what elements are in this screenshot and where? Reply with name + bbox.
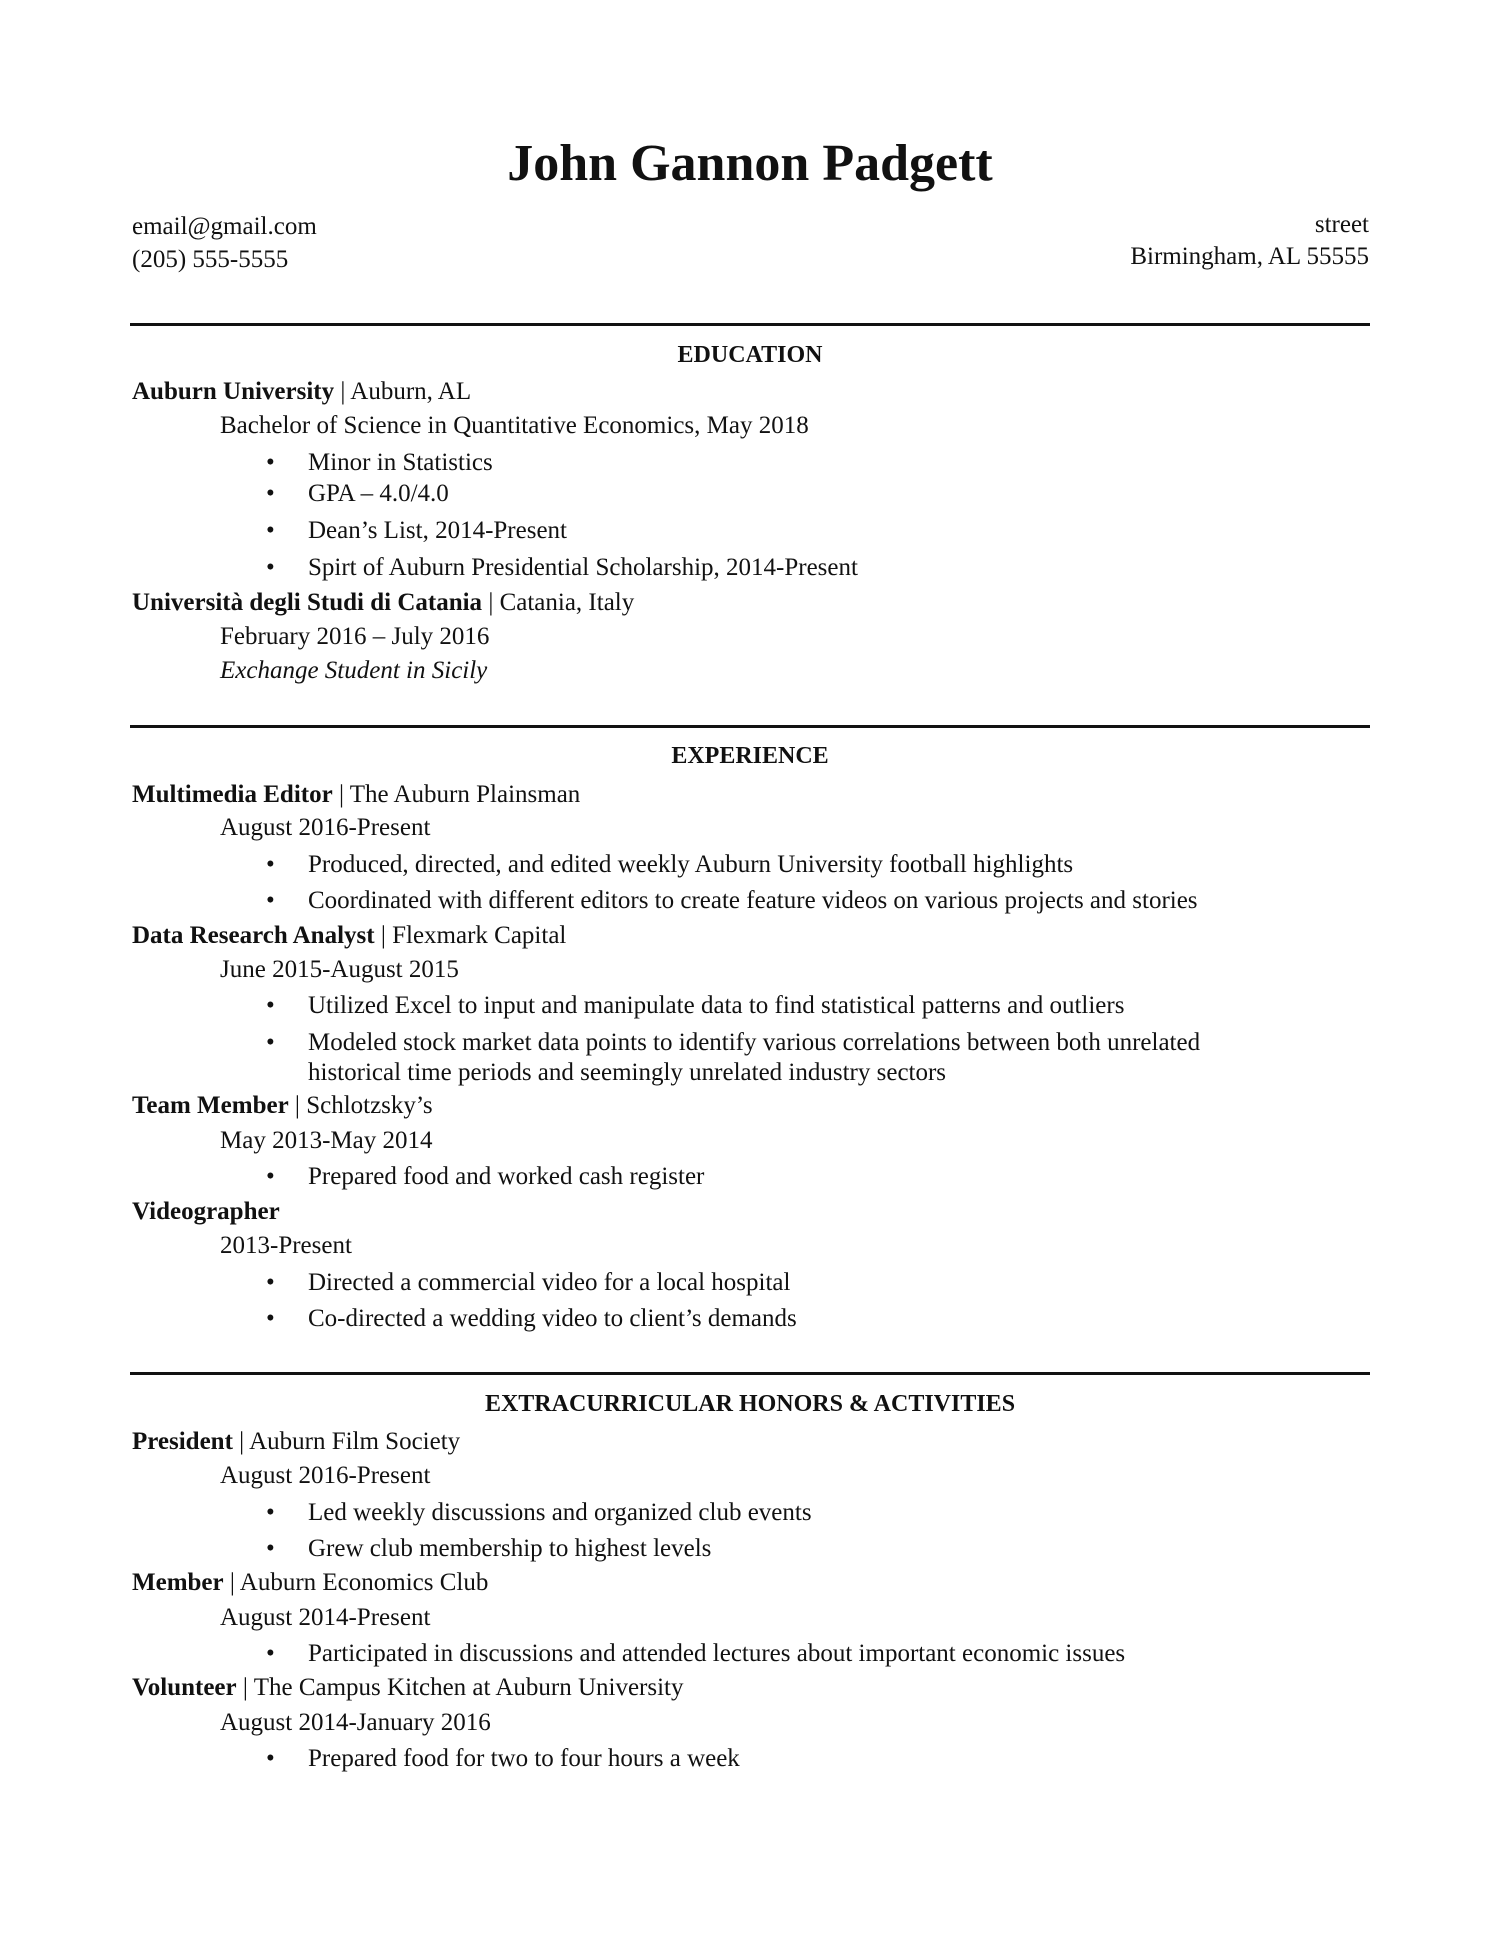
bullet-item: Produced, directed, and edited weekly Auburn University football highlights <box>308 851 1074 878</box>
separator: | <box>338 781 344 808</box>
bullet-item: Prepared food and worked cash register <box>308 1163 705 1190</box>
dates: August 2016-Present <box>220 814 431 841</box>
dates: August 2014-Present <box>220 1604 431 1631</box>
dates: August 2016-Present <box>220 1462 431 1489</box>
job-org: The Auburn Plainsman <box>349 781 581 808</box>
bullet-item: Utilized Excel to input and manipulate data to find statistical patterns and outliers <box>308 992 1125 1019</box>
job-org: Schlotzsky’s <box>306 1092 433 1119</box>
bullet-icon: • <box>266 554 275 581</box>
job-title: Team Member <box>132 1092 289 1119</box>
job-title: Videographer <box>132 1198 280 1225</box>
separator: | <box>242 1674 248 1701</box>
school-location: Auburn, AL <box>350 378 472 405</box>
separator: | <box>380 922 386 949</box>
bullet-icon: • <box>266 887 275 914</box>
phone: (205) 555-5555 <box>132 246 289 273</box>
bullet-icon: • <box>266 1029 275 1056</box>
activity-title-line <box>132 1426 460 1458</box>
section-divider <box>130 725 1370 728</box>
bullet-item: Directed a commercial video for a local hospital <box>308 1269 791 1296</box>
separator: | <box>488 589 494 616</box>
activity-role: Member <box>132 1569 224 1596</box>
bullet-item: Participated in discussions and attended lectures about important economic issues <box>308 1640 1126 1667</box>
resume-name: John Gannon Padgett <box>507 135 993 192</box>
note: Exchange Student in Sicily <box>220 657 488 684</box>
activity-org: Auburn Film Society <box>249 1428 461 1455</box>
activity-title-line <box>132 1672 684 1704</box>
bullet-item: Prepared food for two to four hours a week <box>308 1745 740 1772</box>
separator: | <box>294 1092 300 1119</box>
job-title-line <box>132 920 566 952</box>
bullet-item: Grew club membership to highest levels <box>308 1535 712 1562</box>
job-title-line <box>132 779 580 811</box>
section-divider <box>130 1372 1370 1375</box>
activity-org: Auburn Economics Club <box>239 1569 489 1596</box>
activity-org: The Campus Kitchen at Auburn University <box>253 1674 684 1701</box>
bullet-item: Dean’s List, 2014-Present <box>308 517 567 544</box>
dates: February 2016 – July 2016 <box>220 623 490 650</box>
bullet-icon: • <box>266 1745 275 1772</box>
activity-title-line <box>132 1567 488 1599</box>
bullet-icon: • <box>266 449 275 476</box>
job-title: Multimedia Editor <box>132 781 333 808</box>
bullet-icon: • <box>266 1305 275 1332</box>
bullet-icon: • <box>266 1163 275 1190</box>
section-divider <box>130 323 1370 326</box>
bullet-icon: • <box>266 1640 275 1667</box>
bullet-icon: • <box>266 992 275 1019</box>
job-title: Data Research Analyst <box>132 922 375 949</box>
separator: | <box>229 1569 235 1596</box>
job-title-line <box>132 1090 433 1122</box>
separator: | <box>340 378 346 405</box>
dates: May 2013-May 2014 <box>220 1127 433 1154</box>
dates: June 2015-August 2015 <box>220 956 459 983</box>
education-entry-auburn <box>132 376 471 408</box>
bullet-icon: • <box>266 517 275 544</box>
bullet-icon: • <box>266 851 275 878</box>
bullet-item: Minor in Statistics <box>308 449 493 476</box>
education-heading: EDUCATION <box>677 342 823 368</box>
bullet-icon: • <box>266 1535 275 1562</box>
bullet-icon: • <box>266 1499 275 1526</box>
activity-role: Volunteer <box>132 1674 237 1701</box>
activity-role: President <box>132 1428 233 1455</box>
bullet-item-continued: historical time periods and seemingly unrelated industry sectors <box>308 1059 947 1086</box>
bullet-item: Led weekly discussions and organized club events <box>308 1499 812 1526</box>
bullet-item: Co-directed a wedding video to client’s demands <box>308 1305 797 1332</box>
street: street <box>1314 211 1369 238</box>
separator: | <box>239 1428 245 1455</box>
school-location: Catania, Italy <box>499 589 635 616</box>
bullet-item: Coordinated with different editors to create feature videos on various projects and stories <box>308 887 1198 914</box>
education-entry-catania <box>132 587 634 619</box>
city: Birmingham, AL 55555 <box>1130 243 1369 270</box>
bullet-item: Spirt of Auburn Presidential Scholarship, 2014-Present <box>308 554 858 581</box>
bullet-icon: • <box>266 480 275 507</box>
bullet-icon: • <box>266 1269 275 1296</box>
school-name: Auburn University <box>132 378 335 405</box>
dates: August 2014-January 2016 <box>220 1709 491 1736</box>
bullet-item: GPA – 4.0/4.0 <box>308 480 449 507</box>
job-org: Flexmark Capital <box>392 922 567 949</box>
degree: Bachelor of Science in Quantitative Economics, May 2018 <box>220 412 809 439</box>
bullet-item: Modeled stock market data points to identify various correlations between both unrelated <box>308 1029 1201 1056</box>
dates: 2013-Present <box>220 1232 352 1259</box>
experience-heading: EXPERIENCE <box>671 743 829 769</box>
email: email@gmail.com <box>132 213 317 240</box>
school-name: Università degli Studi di Catania <box>132 589 483 616</box>
activities-heading: EXTRACURRICULAR HONORS & ACTIVITIES <box>484 1391 1016 1417</box>
